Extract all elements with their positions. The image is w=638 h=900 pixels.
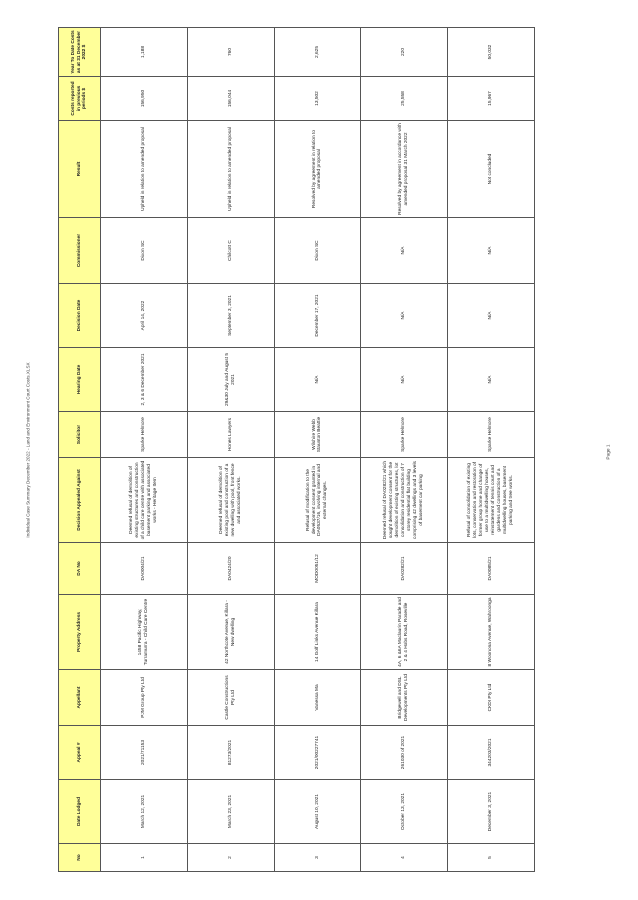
- cell-hearing-date: N/A: [448, 348, 535, 412]
- cell-result: Resolved by agreement in relation to amended proposal: [274, 121, 361, 218]
- rotated-table-container: [58, 28, 534, 872]
- cell-property-address: 4A, 6 &6A Maclaurin Parade and 2 & 4 Hobs Road, Roseville: [361, 595, 448, 670]
- header-date-lodged: Date Lodged: [59, 780, 101, 844]
- cell-appeal-number: 2021/71153: [101, 726, 188, 780]
- cell-result: Upheld in relation to amended proposal: [187, 121, 274, 218]
- cell-commissioner: Chilcott C: [187, 218, 274, 284]
- cell-commissioner: Dixon SC: [101, 218, 188, 284]
- header-decision-date: Decision Date: [59, 284, 101, 348]
- cell-result: Not concluded: [448, 121, 535, 218]
- cell-appellant: CKDI Pty Ltd: [448, 670, 535, 726]
- cell-no: 2: [187, 844, 274, 872]
- cell-hearing-date: N/A: [274, 348, 361, 412]
- cell-appeal-number: 344203/2021: [448, 726, 535, 780]
- cell-solicitor: Hones Lawyers: [187, 412, 274, 458]
- cell-costs-previous: 25,558: [361, 77, 448, 121]
- cell-date-lodged: October 13, 2021: [361, 780, 448, 844]
- header-result: Result: [59, 121, 101, 218]
- cell-costs-previous: 15,967: [448, 77, 535, 121]
- cell-hearing-date: 29&30 July and August 5 2021: [187, 348, 274, 412]
- cell-decision-appealed: Deemed refusal of DA0282/21 which sought development consent for the demolition of existing structures, lot consolidation and construction of 7 storey residential flat building comprising 42 dwellings and 3 levels of basement car parking: [361, 458, 448, 543]
- cell-result: Upheld in relation to amended proposal: [101, 121, 188, 218]
- header-commissioner: Commissioner: [59, 218, 101, 284]
- table-row: [101, 28, 188, 872]
- header-solicitor: Solicitor: [59, 412, 101, 458]
- cell-solicitor: Sparke Helmore: [361, 412, 448, 458]
- cell-date-lodged: August 10, 2021: [274, 780, 361, 844]
- cell-date-lodged: December 3, 2021: [448, 780, 535, 844]
- cell-da-no: DA0085/21: [448, 543, 535, 595]
- cell-costs-previous: 13,502: [274, 77, 361, 121]
- cell-decision-appealed: Refusal of consolidation of existing lots, conservation and restoration of former group home and change of use to a multidwelling houses, reinstatement of tennis court and gardens and construction of a multidwelling houses, basement parking and tree works.: [448, 458, 535, 543]
- cell-appellant: Vanessa Ma: [274, 670, 361, 726]
- cell-appeal-number: 81273/2021: [187, 726, 274, 780]
- cell-appeal-number: 261030 of 2021: [361, 726, 448, 780]
- cell-costs-ytd: 50,032: [448, 28, 535, 77]
- cell-solicitor: Wilshire Webb Staunton Beattie: [274, 412, 361, 458]
- cell-property-address: 14 Golf Links Avenue Killara: [274, 595, 361, 670]
- cell-commissioner: Dixon SC: [274, 218, 361, 284]
- case-summary-table: [58, 27, 535, 872]
- cell-da-no: DA0282/21: [361, 543, 448, 595]
- cell-no: 4: [361, 844, 448, 872]
- cell-da-no: MOD0051/12: [274, 543, 361, 595]
- header-decision-appealed: Decision Appealed Against: [59, 458, 101, 543]
- cell-decision-appealed: Deemed refusal of demolition of existing pool and construction of a new dwelling with pool, front fence and associated works.: [187, 458, 274, 543]
- cell-da-no: DA0424/20: [187, 543, 274, 595]
- table-row: [274, 28, 361, 872]
- cell-da-no: DA0004/21: [101, 543, 188, 595]
- header-costs-previous: Costs reported in previous periods $: [59, 77, 101, 121]
- header-costs-ytd: Year To Date Costs as at 31 December 2022 $: [59, 28, 101, 77]
- cell-property-address: 1458 Pacific Highway, Turramurra - Child Care Centre: [101, 595, 188, 670]
- header-appellant: Appellant: [59, 670, 101, 726]
- table-row: [448, 28, 535, 872]
- cell-decision-appealed: Deemed refusal of demolition of existing structures and construction of a child care centre with associated basement parking and associated works - Heritage Item: [101, 458, 188, 543]
- cell-costs-previous: 156,950: [101, 77, 188, 121]
- header-da-no: DA No: [59, 543, 101, 595]
- cell-appeal-number: 2021/00227741: [274, 726, 361, 780]
- cell-decision-date: September 3, 2021: [187, 284, 274, 348]
- header-property-address: Property Address: [59, 595, 101, 670]
- cell-appellant: Castle Constructions Pty Ltd: [187, 670, 274, 726]
- cell-decision-date: N/A: [448, 284, 535, 348]
- cell-decision-date: April 14, 2022: [101, 284, 188, 348]
- cell-decision-date: December 17, 2021: [274, 284, 361, 348]
- table-row: [361, 28, 448, 872]
- cell-property-address: 42 Northcote Avenue, Killara - New dwelling: [187, 595, 274, 670]
- header-no: No: [59, 844, 101, 872]
- cell-costs-previous: 156,044: [187, 77, 274, 121]
- cell-no: 3: [274, 844, 361, 872]
- cell-property-address: 8 Woonona Avenue, Wahroonga: [448, 595, 535, 670]
- cell-no: 1: [101, 844, 188, 872]
- header-appeal-number: Appeal #: [59, 726, 101, 780]
- cell-appellant: Bridgewell and DSL Developments Pty Ltd: [361, 670, 448, 726]
- cell-commissioner: N/A: [361, 218, 448, 284]
- cell-hearing-date: 2, 3 & 6 December 2021: [101, 348, 188, 412]
- cell-costs-ytd: 760: [187, 28, 274, 77]
- cell-costs-ytd: 2,625: [274, 28, 361, 77]
- cell-result: Resolved by agreement in accordance with amended proposal 31 March 2022: [361, 121, 448, 218]
- cell-solicitor: Sparke Helmore: [448, 412, 535, 458]
- cell-appellant: PJM Group Pty Ltd: [101, 670, 188, 726]
- cell-decision-date: N/A: [361, 284, 448, 348]
- cell-hearing-date: N/A: [361, 348, 448, 412]
- header-hearing-date: Hearing Date: [59, 348, 101, 412]
- table-row: [187, 28, 274, 872]
- cell-decision-appealed: Refusal of modification to the development consent granted in DA0537/16, involving internal and external changes.: [274, 458, 361, 543]
- cell-no: 5: [448, 844, 535, 872]
- cell-date-lodged: March 12, 2021: [101, 780, 188, 844]
- cell-commissioner: N/A: [448, 218, 535, 284]
- header-row: [59, 28, 101, 872]
- cell-costs-ytd: 220: [361, 28, 448, 77]
- cell-date-lodged: March 23, 2021: [187, 780, 274, 844]
- cell-solicitor: Sparke Helmore: [101, 412, 188, 458]
- cell-costs-ytd: 1,188: [101, 28, 188, 77]
